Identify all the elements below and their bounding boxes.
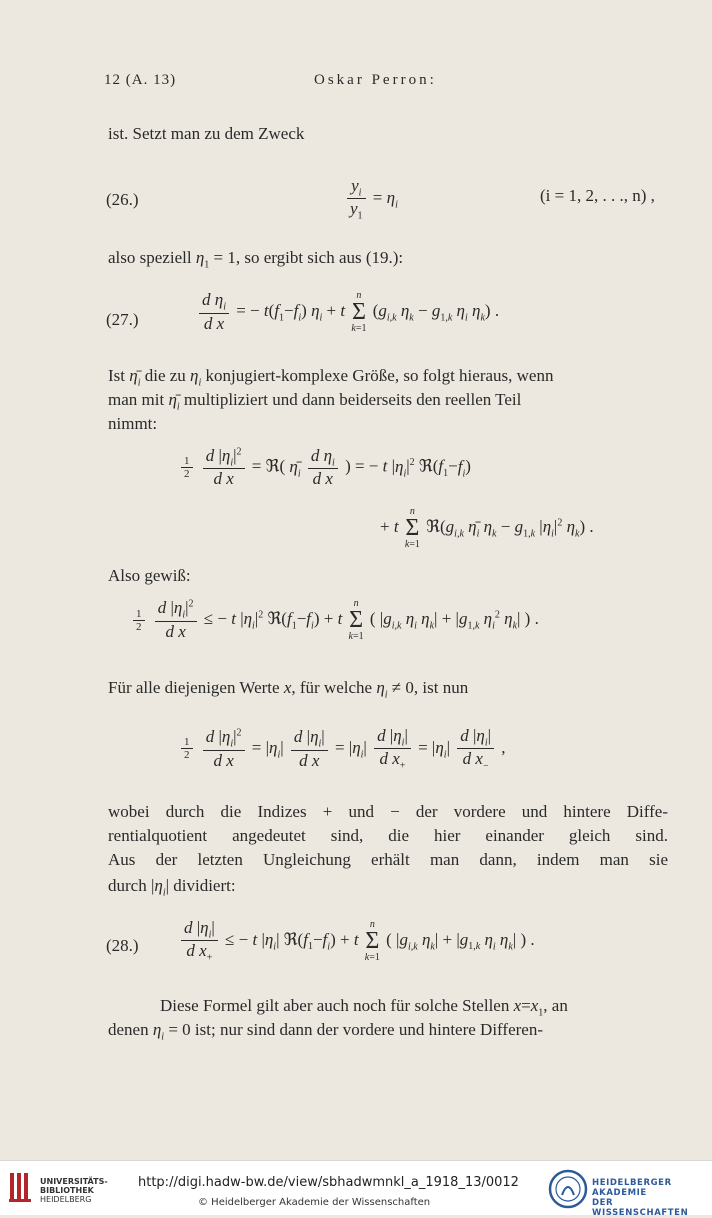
academy-name: HEIDELBERGER AKADEMIE DER WISSENSCHAFTEN [592,1178,689,1218]
text-line: man mit $\etā_i$ multipliziert und dann beiderseits den reellen Teil [108,390,522,413]
text-line: durch $|\eta_i|$ dividiert: [108,876,236,899]
equation-28: $\frac{d |\eta_i|}{d x_+}$ ≤ − t $|\eta_i|$ $ℜ(f_1-f_i) + t$ n Σ k=1 ( $|g_{i,k}$ $\eta_k| + |g_{1,k}$ $\eta_i$ $\eta_k|$ ) . [178,918,535,964]
running-head-author: Oskar Perron: [314,72,437,88]
text-line: also speziell $\eta_1 = 1$, so ergibt sich aus (19.): [108,248,404,271]
text-line: nimmt: [108,414,158,433]
copyright-notice: © Heidelberger Akademie der Wissenschaften [198,1197,431,1208]
equation-derivative-identity: $\frac{1}{2}$ $\frac{d |\eta_i|^2}{\text{d x}}$ = $|\eta_i|$ $\frac{d |\eta_i|}{\text{d x}}$ = $|\eta_i|$ $\frac{d |\eta_i|}{d x_+}$ = $|\eta_i|$ $\frac{d |\eta_i|}{d x_-}$ , [178,726,506,772]
academy-seal-icon [548,1169,588,1209]
equation-inequality: $\frac{1}{2}$ $\frac{d |\eta_i|^2}{\text{d x}}$ ≤ − t $|\eta_i|^2$ $ℜ(f_1-f_i) + t$ n Σ k=1 ( $|g_{i,k}$ $\eta_i$ $\eta_k| + |g_{1,k}$ $\eta_i^2$ $\eta_k|$ ) . [130,598,539,642]
footer-bar [0,1160,712,1218]
text-line: Diese Formel gilt aber auch noch für solche Stellen $x=x_1$, an [160,996,568,1019]
equation-number: (26.) [106,190,139,209]
text-line: rentialquotient angedeutet sind, die hier einander gleich sind. [108,826,668,845]
page-number: 12 (A. 13) [104,72,177,88]
permalink-url[interactable]: http://digi.hadw-bw.de/view/sbhadwmnkl_a_1918_13/0012 [138,1175,519,1190]
equation-range: (i = 1, 2, . . ., n) , [540,186,655,205]
text-line: Aus der letzten Ungleichung erhält man dann, indem man sie [108,850,668,869]
text-line: Für alle diejenigen Werte x, für welche $\eta_i \ne 0$, ist nun [108,678,469,701]
text-line: wobei durch die Indizes + und − der vordere und hintere Diffe- [108,802,668,821]
equation-26: $\frac{y_i}{y_1}$ = $\eta_i$ [344,176,398,222]
equation-number: (27.) [106,310,139,329]
text-line: Also gewiß: [108,566,191,585]
text-line: denen $\eta_i = 0$ ist; nur sind dann der vordere und hintere Differen- [108,1020,543,1043]
text-line: ist. Setzt man zu dem Zweck [108,124,305,143]
university-library-name: UNIVERSITÄTS- BIBLIOTHEK HEIDELBERG [40,1177,108,1204]
equation-27: $\frac{d \eta_i}{\text{d x}}$ = − $t(f_1-f_i) \eta_i + t$ n Σ k=1 ($g_{i,k}$ $\eta_k - g_{1,k}$ $\eta_i$ $\eta_k$) . [196,290,499,334]
university-library-logo-icon [8,1169,42,1205]
equation-real-part-cont: + t n Σ k=1 $ℜ(g_{i,k}$ $\etā_i$ $\eta_k - g_{1,k}$ $|\eta_i|^2$ $\eta_k$) . [380,506,594,550]
equation-number: (28.) [106,936,139,955]
equation-real-part: $\frac{1}{2}$ $\frac{d |\eta_i|^2}{\text{d x}}$ = ℜ( $\etā_i$ $\frac{d \eta_i}{\text{d x}}$ ) = − t $|\eta_i|^2$ $ℜ(f_1-f_i)$ [178,446,471,489]
text-line: Ist $\etā_i$ die zu $\eta_i$ konjugiert-komplexe Größe, so folgt hieraus, wenn [108,366,554,389]
